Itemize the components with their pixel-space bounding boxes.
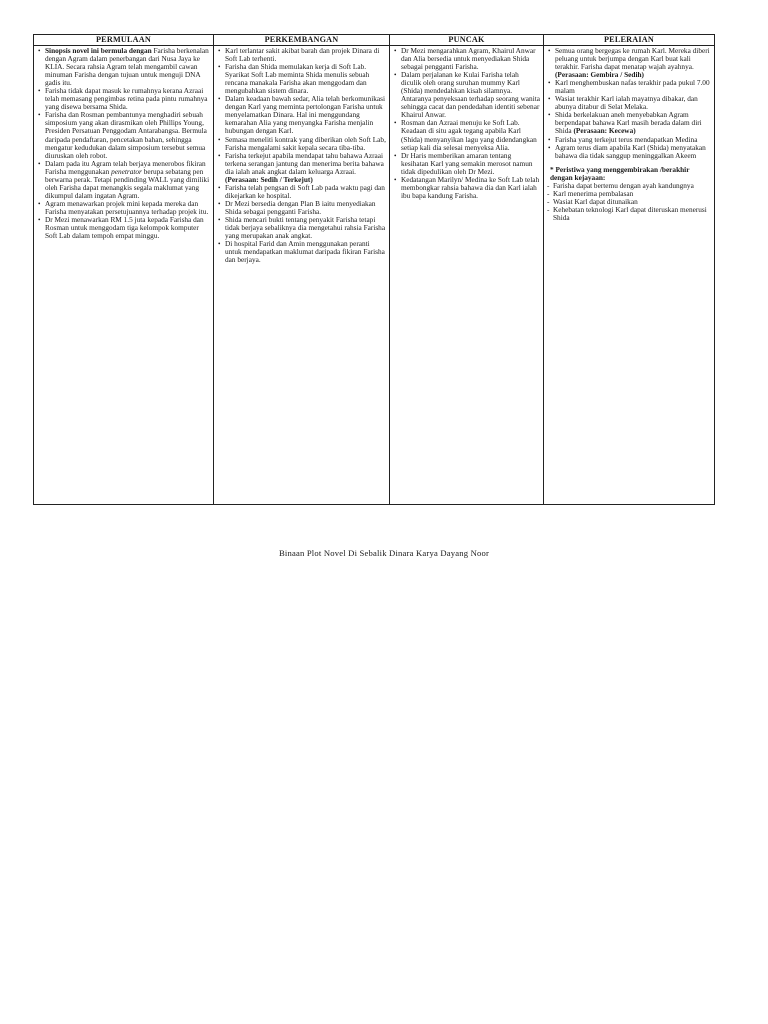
list-item bbox=[225, 95, 386, 135]
list-item bbox=[225, 200, 386, 216]
list-item-text: Dr Mezi menawarkan RM 1.5 juta kepada Farisha dan Rosman untuk menggodam tiga kelompok komputer Soft Lab dalam tempoh empat minggu. bbox=[45, 214, 204, 241]
list-item bbox=[555, 47, 711, 79]
list-item-text: Farisha dan Rosman pembantunya menghadiri sebuah simposium yang akan dirasmikan oleh Phillips Young, Presiden Persatuan Penggodam Antarabangsa. Bermula daripada pendaftaran, pencetakan bahan, sehingga mengatur kedudukan dalam simposium tersebut semua diuruskan oleh robot. bbox=[45, 110, 207, 160]
permulaan-list bbox=[37, 47, 210, 240]
peristiwa-list bbox=[547, 182, 711, 222]
list-item bbox=[555, 111, 711, 135]
list-item-text: Farisha dan Shida memulakan kerja di Soft Lab. Syarikat Soft Lab meminta Shida menulis sebuah rencana manakala Farisha akan menggodam dan mengubahkan sistem dinara. bbox=[225, 62, 370, 96]
table-body-row bbox=[34, 46, 715, 505]
header-permulaan: PERMULAAN bbox=[34, 35, 214, 46]
list-item-text: Shida mencari bukti tentang penyakit Farisha tetapi tidak berjaya sebaliknya dia mengetahui rahsia Farisha yang merupakan anak angkat. bbox=[225, 214, 386, 241]
list-item bbox=[555, 95, 711, 111]
list-item bbox=[401, 152, 540, 176]
list-item bbox=[401, 119, 540, 151]
list-item-text: Dalam keadaan bawah sedar, Alia telah berkomunikasi dengan Karl yang meminta pertolongan Farisha untuk menyelamatkan Dinara. Hal ini menggundang kemarahan Alia yang menyangka Farisha menjalin hubungan dengan Karl. bbox=[225, 94, 385, 136]
list-item-text: Di hospital Farid dan Amin menggunakan peranti untuk mendapatkan maklumat daripada fikiran Farisha dan berjaya. bbox=[225, 239, 385, 265]
emotion-label: (Perasaan: Kecewa) bbox=[573, 126, 636, 136]
peleraian-list bbox=[547, 47, 711, 160]
list-item-text: Karl terlantar sakit akibat barah dan projek Dinara di Soft Lab terhenti. bbox=[225, 46, 380, 64]
list-item bbox=[225, 216, 386, 240]
list-item-text: Dalam perjalanan ke Kulai Farisha telah diculik oleh orang suruhan mummy Karl (Shida) mendedahkan kisah silamnya. Antaranya penyeksaan terhadap seorang wanita sehingga cacat dan pendedahan identiti sebenar Khairul Anwar. bbox=[401, 70, 540, 120]
list-item bbox=[401, 176, 540, 200]
table-header-row bbox=[34, 35, 715, 46]
list-item-text: Farisha berkenalan dengan Agram dalam penerbangan dari Nusa Jaya ke KLIA. Secara rahsia Agram telah mengambil cawan minuman Farisha dengan tujuan untuk menguji DNA gadis itu. bbox=[45, 46, 209, 88]
list-item-text: Farisha terkejut apabila mendapat tahu bahawa Azraai terkena serangan jantung dan menerima berita bahawa dia ialah anak angkat dalam keluarga Azraai. bbox=[225, 150, 384, 176]
document-caption: Binaan Plot Novel Di Sebalik Dinara Karya Dayang Noor bbox=[278, 548, 490, 558]
list-item-bold: Sinopsis novel ini bermula dengan bbox=[45, 46, 152, 55]
list-item bbox=[45, 87, 210, 111]
header-puncak: PUNCAK bbox=[390, 35, 544, 46]
column-peleraian bbox=[544, 46, 715, 505]
list-item bbox=[45, 47, 210, 87]
list-item bbox=[555, 144, 711, 160]
list-item bbox=[555, 79, 711, 95]
list-item bbox=[45, 200, 210, 216]
list-item-text: Dalam pada itu Agram telah berjaya menerobos fikiran Farisha menggunakan bbox=[45, 158, 206, 176]
list-item bbox=[225, 63, 386, 95]
list-item bbox=[45, 216, 210, 240]
list-item-text: Kedatangan Marilyn/ Medina ke Soft Lab telah membongkar rahsia bahawa dia dan Karl ialah ibu bapa kandung Farisha. bbox=[401, 174, 540, 200]
list-item-italic: penetrator bbox=[111, 166, 142, 176]
list-item bbox=[45, 160, 210, 200]
list-item bbox=[225, 240, 386, 264]
list-item-text: Agram menawarkan projek mini kepada mereka dan Farisha menyatakan persetujuannya terhadap projek itu. bbox=[45, 198, 209, 216]
list-item bbox=[45, 111, 210, 159]
emotion-label: (Perasaan: Sedih / Terkejut) bbox=[225, 174, 313, 184]
peristiwa-heading: * Peristiwa yang menggembirakan /berakhir dengan kejayaan: bbox=[550, 164, 690, 182]
list-item-text: Wasiat terakhir Karl ialah mayatnya dibakar, dan abunya ditabur di Selat Melaka. bbox=[555, 94, 698, 112]
header-perkembangan: PERKEMBANGAN bbox=[214, 35, 390, 46]
list-item-text: Farisha tidak dapat masuk ke rumahnya kerana Azraai telah memasang pengimbas retina pada pintu rumahnya yang disewa bersama Shida. bbox=[45, 86, 208, 112]
list-item: - Kehebatan teknologi Karl dapat diteruskan menerusi Shida bbox=[553, 206, 711, 222]
list-item-text: Shida berkelakuan aneh menyebabkan Agram berpendapat bahawa Karl masih berada dalam diri Shida bbox=[555, 110, 702, 136]
list-item-text: Farisha yang terkejut terus mendapatkan Medina bbox=[555, 134, 698, 144]
column-puncak bbox=[390, 46, 544, 505]
list-item: - Farisha dapat bertemu dengan ayah kandungnya bbox=[553, 182, 711, 190]
emotion-label: (Perasaan: Gembira / Sedih) bbox=[555, 70, 644, 80]
list-item-text: Semasa meneliti kontrak yang diberikan oleh Soft Lab, Farisha mengalami sakit kepala secara tiba-tiba. bbox=[225, 134, 386, 152]
list-item: - Wasiat Karl dapat ditunaikan bbox=[553, 198, 711, 206]
list-item-text: Farisha telah pengsan di Soft Lab pada waktu pagi dan dikejarkan ke hospital. bbox=[225, 182, 385, 200]
list-item bbox=[401, 71, 540, 119]
list-item bbox=[401, 47, 540, 71]
list-item bbox=[225, 184, 386, 200]
plot-structure-table bbox=[33, 34, 715, 505]
list-item-text: berupa sebatang pen berwarna perak. Tetapi pendinding WALL yang dimiliki oleh Farisha dapat menangkis segala maklumat yang dikumpul dalam ingatan Agram. bbox=[45, 166, 210, 200]
list-item bbox=[225, 152, 386, 184]
list-item bbox=[225, 47, 386, 63]
list-item-text: Karl menghembuskan nafas terakhir pada pukul 7.00 malam bbox=[555, 78, 710, 96]
list-item-text: Semua orang bergegas ke rumah Karl. Mereka diberi peluang untuk berjumpa dengan Karl buat kali terakhir. Farisha dapat menatap wajah ayahnya. bbox=[555, 46, 710, 72]
list-item-text: Rosman dan Azraai menuju ke Soft Lab. Keadaan di situ agak tegang apabila Karl (Shida) menyanyikan lagu yang didendangkan setiap kali dia selesai menyeksa Alia. bbox=[401, 118, 537, 152]
column-perkembangan bbox=[214, 46, 390, 505]
header-peleraian: PELERAIAN bbox=[544, 35, 715, 46]
puncak-list bbox=[393, 47, 540, 200]
column-permulaan bbox=[34, 46, 214, 505]
list-item-text: Dr Mezi bersedia dengan Plan B iaitu menyediakan Shida sebagai pengganti Farisha. bbox=[225, 198, 376, 216]
list-item-text: Agram terus diam apabila Karl (Shida) menyatakan bahawa dia tidak sanggup meninggalkan Akeem bbox=[555, 142, 706, 160]
list-item-text: Dr Mezi mengarahkan Agram, Khairul Anwar dan Alia bersedia untuk menyediakan Shida sebagai pengganti Farisha. bbox=[401, 46, 536, 72]
perkembangan-list bbox=[217, 47, 386, 264]
list-item bbox=[225, 136, 386, 152]
list-item: - Karl menerima pembalasan bbox=[553, 190, 711, 198]
list-item-text: Dr Haris memberikan amaran tentang kesihatan Karl yang semakin merosot namun tidak dipedulikan oleh Dr Mezi. bbox=[401, 150, 533, 176]
